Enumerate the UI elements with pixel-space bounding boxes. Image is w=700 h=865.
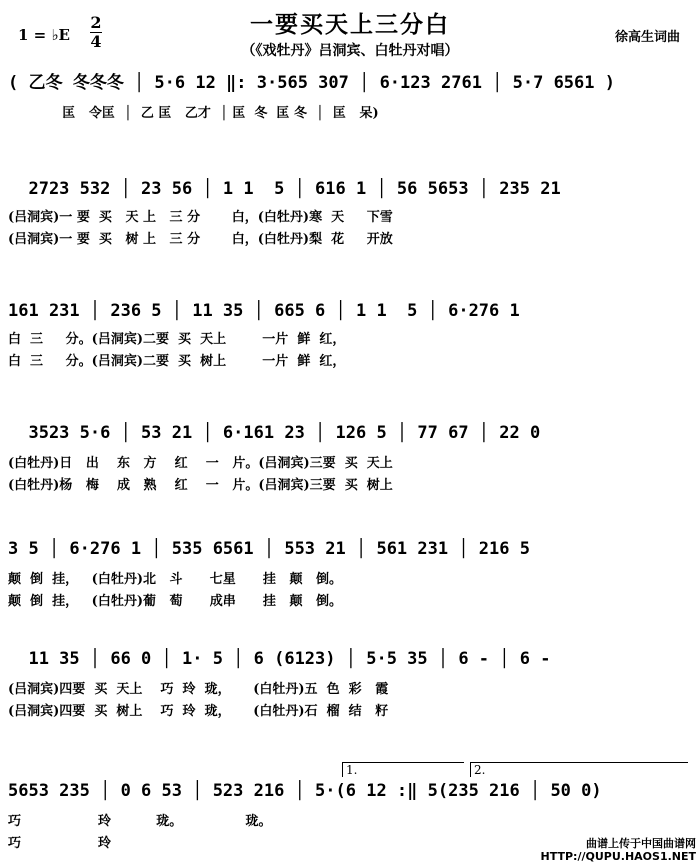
notation-line-3: 161 231 │ 236 5 │ 11 35 │ 665 6 │ 1 1 5 │ 6·276 1: [8, 301, 520, 321]
volta-first-ending: 1.: [342, 762, 464, 777]
lyrics-line-5b: 颠 倒 挂， (白牡丹)葡 萄 成串 挂 颠 倒。: [8, 594, 343, 609]
notation-line-4: 3523 5·6 │ 53 21 │ 6·161 23 │ 126 5 │ 77 67 │ 22 0: [8, 423, 541, 443]
lyrics-line-2a: (吕洞宾)一 要 买 天 上 三 分 白，(白牡丹)寒 天 下雪: [8, 210, 393, 225]
key-signature: 1 = ♭E: [18, 26, 70, 44]
meter-bottom: 4: [90, 32, 102, 51]
lyrics-line-7b: 巧 玲: [8, 836, 111, 851]
lyrics-line-3b: 白 三 分。(吕洞宾)二要 买 树上 一片 鲜 红，: [8, 354, 346, 369]
meter-top: 2: [90, 13, 102, 32]
notation-line-6: 11 35 │ 66 0 │ 1· 5 │ 6 (6123) │ 5·5 35 │ 6 - │ 6 -: [8, 649, 551, 669]
notation-line-7: 5653 235 │ 0 6 53 │ 523 216 │ 5·(6 12 :‖ 5(235 216 │ 50 0): [8, 781, 602, 801]
lyrics-line-4a: (白牡丹)日 出 东 方 红 一 片。(吕洞宾)三要 买 天上: [8, 456, 393, 471]
lyrics-line-6a: (吕洞宾)四要 买 天上 巧 玲 珑， (白牡丹)五 色 彩 霞: [8, 682, 389, 697]
notation-line-5: 3 5 │ 6·276 1 │ 535 6561 │ 553 21 │ 561 231 │ 216 5: [8, 539, 530, 559]
song-title: 一要买天上三分白: [250, 11, 450, 38]
volta-second-ending: 2.: [470, 762, 688, 777]
lyrics-line-7a: 巧 玲 珑。 珑。: [8, 814, 272, 829]
lyrics-line-2b: (吕洞宾)一 要 买 树 上 三 分 白，(白牡丹)梨 花 开放: [8, 232, 393, 247]
lyrics-line-3a: 白 三 分。(吕洞宾)二要 买 天上 一片 鲜 红，: [8, 332, 346, 347]
notation-line-2: 2723 532 │ 23 56 │ 1 1 5 │ 616 1 │ 56 5653 │ 235 21: [8, 179, 561, 199]
footer-site-name: 曲谱上传于中国曲谱网: [586, 837, 696, 850]
author-credit: 徐高生词曲: [614, 30, 680, 45]
lyrics-line-1a: 匡 令匡 │ 乙 匡 乙才 │ 匡 冬 匡 冬 │ 匡 呆): [8, 106, 379, 121]
lyrics-line-6b: (吕洞宾)四要 买 树上 巧 玲 珑， (白牡丹)石 榴 结 籽: [8, 704, 389, 719]
watermark-footer: [541, 837, 696, 863]
lyrics-line-5a: 颠 倒 挂， (白牡丹)北 斗 七星 挂 颠 倒。: [8, 572, 343, 587]
footer-url: HTTP://QUPU.HAOS1.NET: [540, 850, 696, 863]
notation-line-1: ( 乙冬 冬冬冬 │ 5·6 12 ‖: 3·565 307 │ 6·123 2761 │ 5·7 6561 ): [8, 73, 615, 93]
song-subtitle: （《戏牡丹》吕洞宾、白牡丹对唱）: [241, 43, 459, 59]
lyrics-line-4b: (白牡丹)杨 梅 成 熟 红 一 片。(吕洞宾)三要 买 树上: [8, 478, 393, 493]
